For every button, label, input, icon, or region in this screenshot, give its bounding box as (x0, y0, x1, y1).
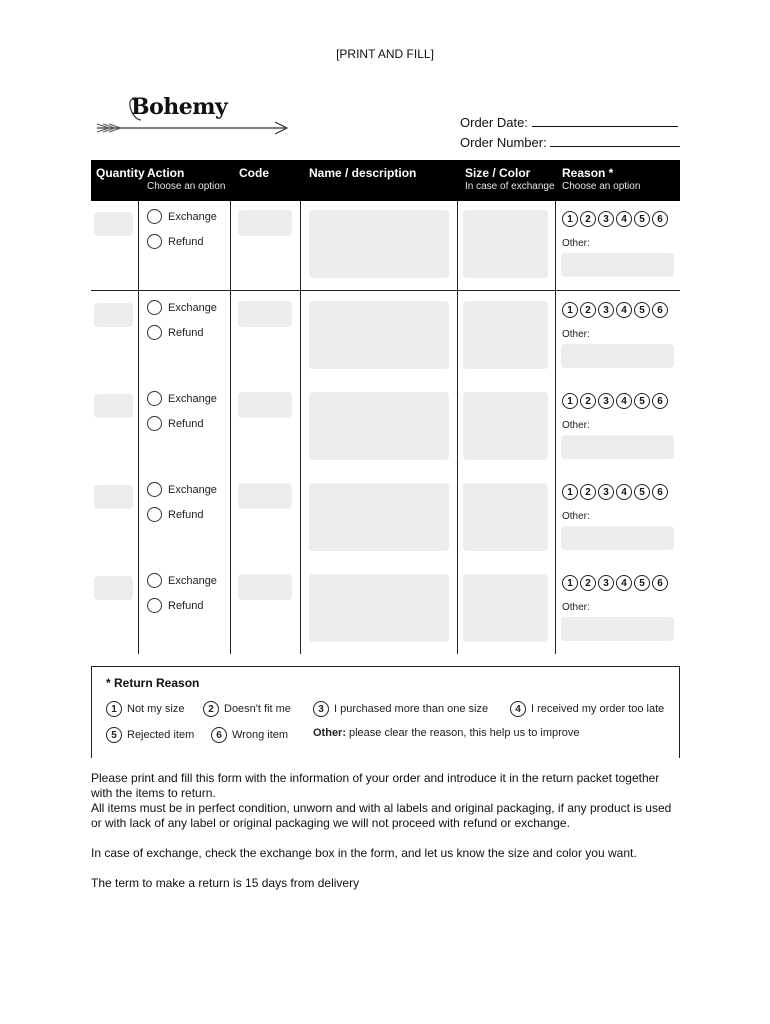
reason-option-2-icon[interactable]: 2 (580, 575, 596, 591)
col-size: Size / Color (465, 166, 531, 180)
legend-item-label: Doesn't fit me (224, 703, 291, 715)
reason-option-6-icon[interactable]: 6 (652, 393, 668, 409)
brand-name: Bohemy (131, 94, 228, 120)
other-label: Other: (562, 329, 590, 340)
reason-option-5-icon[interactable]: 5 (634, 211, 650, 227)
grid-line (138, 201, 139, 654)
reason-number-icon: 3 (313, 701, 329, 717)
grid-line (457, 201, 458, 654)
instructions-paragraph: Please print and fill this form with the information of your order and introduce it in the return packet together with the items to return. (91, 771, 660, 800)
quantity-field[interactable] (94, 212, 133, 236)
other-reason-field[interactable] (561, 344, 674, 368)
legend-item-label: Wrong item (232, 729, 289, 741)
reason-options (562, 484, 670, 500)
other-label: Other: (562, 511, 590, 522)
col-code: Code (239, 166, 269, 180)
reason-option-3-icon[interactable]: 3 (598, 393, 614, 409)
description-field[interactable] (309, 392, 449, 460)
table-header (91, 160, 680, 201)
reason-number-icon: 6 (211, 727, 227, 743)
size-color-field[interactable] (463, 574, 548, 642)
col-action: Action (147, 166, 185, 180)
instructions-paragraph: In case of exchange, check the exchange box in the form, and let us know the size and color you want. (91, 846, 637, 860)
reason-number-icon: 2 (203, 701, 219, 717)
reason-option-3-icon[interactable]: 3 (598, 484, 614, 500)
legend-item-4 (510, 701, 664, 717)
refund-option[interactable] (147, 234, 203, 249)
description-field[interactable] (309, 483, 449, 551)
exchange-label: Exchange (168, 210, 217, 223)
order-number-label: Order Number: (460, 135, 547, 150)
order-date-field[interactable] (532, 115, 678, 127)
reason-option-2-icon[interactable]: 2 (580, 302, 596, 318)
reason-options (562, 393, 670, 409)
size-color-field[interactable] (463, 301, 548, 369)
radio-icon[interactable] (147, 325, 162, 340)
instructions-paragraph: The term to make a return is 15 days from delivery (91, 876, 360, 890)
reason-number-icon: 5 (106, 727, 122, 743)
code-field[interactable] (238, 392, 292, 418)
reason-option-6-icon[interactable]: 6 (652, 211, 668, 227)
col-reason-sub: Choose an option (562, 181, 641, 192)
grid-line (230, 201, 231, 654)
print-and-fill-label: [PRINT AND FILL] (336, 47, 434, 61)
legend-item-label: Rejected item (127, 729, 195, 741)
refund-label: Refund (168, 599, 204, 612)
quantity-field[interactable] (94, 485, 133, 509)
legend-item-label: I purchased more than one size (334, 703, 489, 715)
legend-item-6 (211, 727, 288, 743)
size-color-field[interactable] (463, 483, 548, 551)
reason-number-icon: 4 (510, 701, 526, 717)
other-label: Other: (562, 602, 590, 613)
grid-line (300, 201, 301, 654)
exchange-option[interactable] (147, 300, 217, 315)
reason-option-6-icon[interactable]: 6 (652, 575, 668, 591)
reason-option-2-icon[interactable]: 2 (580, 484, 596, 500)
legend-item-other (313, 727, 580, 739)
reason-option-3-icon[interactable]: 3 (598, 575, 614, 591)
size-color-field[interactable] (463, 210, 548, 278)
refund-option[interactable] (147, 325, 203, 340)
legend-item-1 (106, 701, 184, 717)
radio-icon[interactable] (147, 391, 162, 406)
description-field[interactable] (309, 574, 449, 642)
reason-option-1-icon[interactable]: 1 (562, 484, 578, 500)
other-label: Other: (562, 420, 590, 431)
legend-other-label: Other: (313, 727, 346, 739)
reason-option-5-icon[interactable]: 5 (634, 393, 650, 409)
exchange-label: Exchange (168, 301, 217, 314)
brand-logo (95, 90, 295, 140)
col-reason: Reason * (562, 166, 614, 180)
radio-icon[interactable] (147, 416, 162, 431)
reason-option-2-icon[interactable]: 2 (580, 393, 596, 409)
reason-option-4-icon[interactable]: 4 (616, 393, 632, 409)
refund-label: Refund (168, 417, 204, 430)
reason-options (562, 302, 670, 318)
code-field[interactable] (238, 483, 292, 509)
reason-option-5-icon[interactable]: 5 (634, 302, 650, 318)
radio-icon[interactable] (147, 573, 162, 588)
radio-icon[interactable] (147, 209, 162, 224)
reason-number-icon: 1 (106, 701, 122, 717)
reason-option-4-icon[interactable]: 4 (616, 211, 632, 227)
exchange-label: Exchange (168, 483, 217, 496)
reason-options (562, 211, 670, 227)
reason-option-1-icon[interactable]: 1 (562, 575, 578, 591)
reason-option-1-icon[interactable]: 1 (562, 393, 578, 409)
order-info (460, 113, 680, 153)
radio-icon[interactable] (147, 482, 162, 497)
reason-option-3-icon[interactable]: 3 (598, 302, 614, 318)
col-action-sub: Choose an option (147, 181, 226, 192)
col-name: Name / description (309, 166, 417, 180)
legend-title: * Return Reason (106, 676, 200, 690)
col-size-sub: In case of exchange (465, 181, 555, 192)
exchange-option[interactable] (147, 482, 217, 497)
refund-label: Refund (168, 508, 204, 521)
quantity-field[interactable] (94, 303, 133, 327)
reason-option-5-icon[interactable]: 5 (634, 575, 650, 591)
exchange-option[interactable] (147, 573, 217, 588)
other-label: Other: (562, 238, 590, 249)
legend-item-2 (203, 701, 291, 717)
other-reason-field[interactable] (561, 253, 674, 277)
legend-item-label: I received my order too late (531, 703, 665, 715)
legend-item-5 (106, 727, 194, 743)
refund-label: Refund (168, 235, 204, 248)
reason-option-5-icon[interactable]: 5 (634, 484, 650, 500)
reason-option-4-icon[interactable]: 4 (616, 575, 632, 591)
description-field[interactable] (309, 301, 449, 369)
return-reason-legend (91, 666, 680, 758)
quantity-field[interactable] (94, 576, 133, 600)
reason-option-6-icon[interactable]: 6 (652, 302, 668, 318)
col-quantity: Quantity (96, 166, 145, 180)
legend-other-text: please clear the reason, this help us to improve (349, 727, 580, 739)
reason-option-4-icon[interactable]: 4 (616, 302, 632, 318)
refund-label: Refund (168, 326, 204, 339)
exchange-option[interactable] (147, 209, 217, 224)
reason-option-1-icon[interactable]: 1 (562, 302, 578, 318)
radio-icon[interactable] (147, 598, 162, 613)
radio-icon[interactable] (147, 507, 162, 522)
reason-option-4-icon[interactable]: 4 (616, 484, 632, 500)
order-number-field[interactable] (550, 135, 680, 147)
order-date-label: Order Date: (460, 115, 528, 130)
code-field[interactable] (238, 210, 292, 236)
reason-option-3-icon[interactable]: 3 (598, 211, 614, 227)
refund-option[interactable] (147, 507, 203, 522)
radio-icon[interactable] (147, 234, 162, 249)
code-field[interactable] (238, 301, 292, 327)
code-field[interactable] (238, 574, 292, 600)
other-reason-field[interactable] (561, 435, 674, 459)
exchange-label: Exchange (168, 392, 217, 405)
other-reason-field[interactable] (561, 617, 674, 641)
instructions-paragraph: All items must be in perfect condition, unworn and with al labels and original packaging, if any product is used or with lack of any label or original packaging we will not proceed with refund or exchange. (91, 801, 672, 830)
other-reason-field[interactable] (561, 526, 674, 550)
legend-item-label: Not my size (127, 703, 185, 715)
size-color-field[interactable] (463, 392, 548, 460)
exchange-option[interactable] (147, 391, 217, 406)
row-separator (91, 290, 680, 291)
reason-option-1-icon[interactable]: 1 (562, 211, 578, 227)
description-field[interactable] (309, 210, 449, 278)
legend-item-3 (313, 701, 488, 717)
reason-option-2-icon[interactable]: 2 (580, 211, 596, 227)
reason-option-6-icon[interactable]: 6 (652, 484, 668, 500)
refund-option[interactable] (147, 598, 203, 613)
refund-option[interactable] (147, 416, 203, 431)
exchange-label: Exchange (168, 574, 217, 587)
quantity-field[interactable] (94, 394, 133, 418)
reason-options (562, 575, 670, 591)
radio-icon[interactable] (147, 300, 162, 315)
grid-line (555, 201, 556, 654)
